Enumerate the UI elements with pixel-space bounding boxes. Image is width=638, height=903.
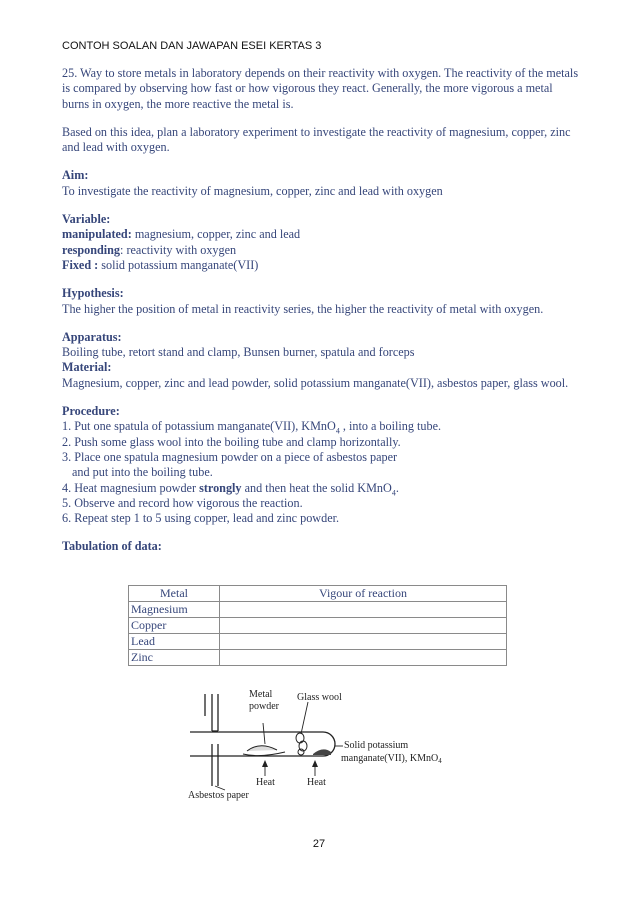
manipulated-label: manipulated: — [62, 227, 132, 242]
label-solid-potassium: Solid potassium — [344, 740, 409, 751]
tabulation-heading: Tabulation of data: — [62, 539, 162, 554]
aim-text: To investigate the reactivity of magnesium, copper, zinc and lead with oxygen — [62, 183, 443, 198]
solid-kmno4 — [313, 749, 331, 755]
procedure-step-3-cont: and put into the boiling tube. — [72, 465, 213, 480]
table-cell-metal: Copper — [129, 618, 220, 634]
data-table — [128, 585, 507, 666]
responding-value: : reactivity with oxygen — [120, 242, 237, 257]
procedure-step-2: 2. Push some glass wool into the boiling tube and clamp horizontally. — [62, 434, 401, 449]
table-cell-vigour — [220, 650, 507, 666]
table-row — [129, 634, 507, 650]
page-header: CONTOH SOALAN DAN JAWAPAN ESEI KERTAS 3 — [62, 40, 322, 52]
variable-fixed — [62, 258, 582, 273]
step4-bold: strongly — [199, 480, 242, 495]
table-header-vigour: Vigour of reaction — [220, 586, 507, 602]
heat-arrows — [262, 760, 318, 767]
aim-heading: Aim: — [62, 168, 89, 183]
retort-stand-clamp — [205, 694, 218, 786]
table-cell-vigour — [220, 602, 507, 618]
apparatus-heading: Apparatus: — [62, 329, 122, 344]
procedure-step-3: 3. Place one spatula magnesium powder on a piece of asbestos paper — [62, 449, 398, 464]
label-glass-wool: Glass wool — [297, 692, 342, 703]
label-manganate — [341, 753, 442, 765]
table-cell-metal: Lead — [129, 634, 220, 650]
table-cell-metal: Magnesium — [129, 602, 220, 618]
procedure-step-6: 6. Repeat step 1 to 5 using copper, lead and zinc powder. — [62, 511, 340, 526]
procedure-heading: Procedure: — [62, 404, 120, 419]
responding-label: responding — [62, 242, 121, 257]
label-heat-2: Heat — [307, 777, 326, 788]
manipulated-value: magnesium, copper, zinc and lead — [131, 227, 301, 242]
step4-subscript: 4 — [391, 487, 396, 497]
step4-text: 4. Heat magnesium powder — [62, 480, 200, 495]
table-cell-vigour — [220, 634, 507, 650]
question-intro: 25. Way to store metals in laboratory depends on their reactivity with oxygen. The reactivity of the metals is compared by observing how fast or how vigorous they react. Generally, the more vigorous a metal burns in oxygen, the more reactive the metal is. — [62, 66, 579, 111]
procedure-step-1 — [62, 419, 582, 434]
label-metal: Metal — [249, 689, 273, 700]
asbestos-paper — [243, 746, 285, 756]
variable-responding — [62, 243, 582, 258]
material-text: Magnesium, copper, zinc and lead powder, solid potassium manganate(VII), asbestos paper, glass wool. — [62, 375, 569, 390]
glass-wool — [296, 733, 307, 755]
label-asbestos: Asbestos paper — [188, 790, 249, 801]
table-cell-metal: Zinc — [129, 650, 220, 666]
step1-subscript: 4 — [335, 426, 340, 436]
label-manganate-text: manganate(VII), KMnO — [341, 753, 439, 764]
step1-text: 1. Put one spatula of potassium manganate(VII), KMnO — [62, 419, 336, 434]
table-row — [129, 650, 507, 666]
label-powder: powder — [249, 701, 279, 712]
table-row — [129, 602, 507, 618]
fixed-value: solid potassium manganate(VII) — [98, 257, 259, 272]
hypothesis-text: The higher the position of metal in reactivity series, the higher the reactivity of metal with oxygen. — [62, 301, 544, 316]
procedure-step-5: 5. Observe and record how vigorous the reaction. — [62, 495, 303, 510]
table-header-metal: Metal — [129, 586, 220, 602]
label-heat-1: Heat — [256, 777, 275, 788]
page-number: 27 — [312, 838, 326, 850]
apparatus-diagram — [185, 686, 475, 806]
question-task: Based on this idea, plan a laboratory experiment to investigate the reactivity of magnesium, copper, zinc and lead with oxygen. — [62, 124, 571, 155]
procedure-step-4 — [62, 481, 582, 496]
material-heading: Material: — [62, 360, 112, 375]
hypothesis-heading: Hypothesis: — [62, 286, 124, 301]
step4-text-end: . — [395, 480, 399, 495]
fixed-label: Fixed : — [62, 257, 99, 272]
label-manganate-sub: 4 — [438, 757, 442, 765]
variable-manipulated — [62, 227, 582, 242]
variable-heading: Variable: — [62, 212, 111, 227]
table-cell-vigour — [220, 618, 507, 634]
step1-text-end: , into a boiling tube. — [339, 419, 442, 434]
apparatus-text: Boiling tube, retort stand and clamp, Bunsen burner, spatula and forceps — [62, 345, 415, 360]
step4-text-mid: and then heat the solid KMnO — [241, 480, 392, 495]
table-header-row — [129, 586, 507, 602]
table-row — [129, 618, 507, 634]
document-body — [62, 66, 582, 555]
